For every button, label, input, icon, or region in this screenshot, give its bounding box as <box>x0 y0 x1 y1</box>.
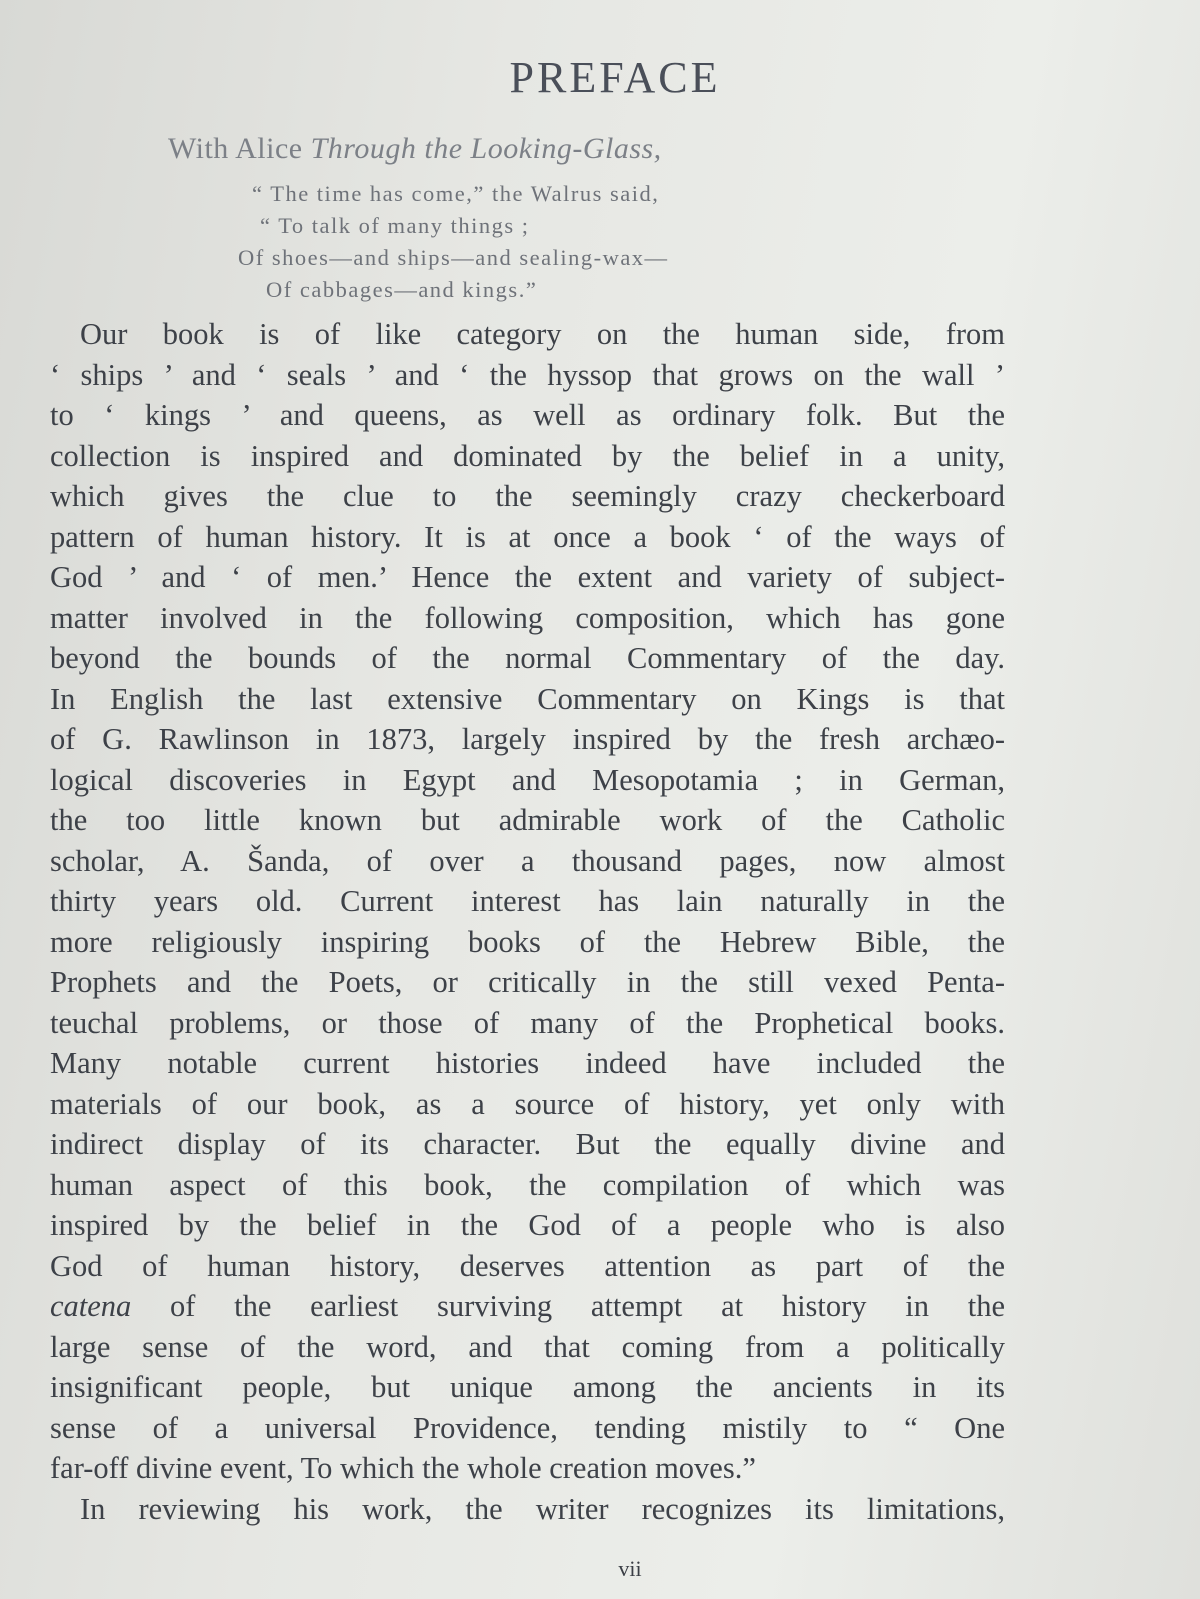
verse-line: “ The time has come,” the Walrus said, <box>252 181 660 206</box>
body-line: Prophets and the Poets, or critically in the still vexed Penta- <box>50 965 1005 999</box>
page-number: vii <box>618 1556 642 1581</box>
body-line: logical discoveries in Egypt and Mesopotamia ; in German, <box>50 762 1005 797</box>
page-title: PREFACE <box>509 53 721 102</box>
body-line: human aspect of this book, the compilation of which was <box>50 1167 1005 1202</box>
body-line: insignificant people, but unique among the ancients in its <box>50 1370 1005 1404</box>
preface-body <box>50 314 1005 1529</box>
body-line: thirty years old. Current interest has lain naturally in the <box>50 884 1005 918</box>
body-line: pattern of human history. It is at once a book ‘ of the ways of <box>50 519 1005 554</box>
body-line: collection is inspired and dominated by the belief in a unity, <box>50 438 1005 473</box>
body-line: inspired by the belief in the God of a people who is also <box>50 1208 1005 1242</box>
body-line: Many notable current histories indeed have included the <box>50 1046 1005 1080</box>
body-line: Our book is of like category on the human side, from <box>80 317 1005 351</box>
body-line: materials of our book, as a source of history, yet only with <box>50 1086 1005 1121</box>
body-line: teuchal problems, or those of many of the Prophetical books. <box>50 1005 1005 1040</box>
epigraph-intro-plain: With Alice <box>168 132 311 165</box>
verse-line: “ To talk of many things ; <box>260 213 530 238</box>
catena-word: catena <box>50 1289 132 1323</box>
epigraph-verse <box>232 178 669 306</box>
body-line: more religiously inspiring books of the Hebrew Bible, the <box>50 924 1005 959</box>
body-line: ‘ ships ’ and ‘ seals ’ and ‘ the hyssop that grows on the wall ’ <box>50 357 1005 392</box>
body-line: scholar, A. Šanda, of over a thousand pages, now almost <box>50 843 1005 878</box>
body-line: which gives the clue to the seemingly crazy checkerboard <box>50 479 1005 513</box>
body-line: far-off divine event, To which the whole creation moves.” <box>50 1451 756 1485</box>
body-line: the too little known but admirable work of the Catholic <box>50 803 1005 837</box>
body-line: indirect display of its character. But the equally divine and <box>50 1127 1005 1161</box>
catena-line-rest: of the earliest surviving attempt at history in the <box>170 1289 1005 1323</box>
body-line: of G. Rawlinson in 1873, largely inspired by the fresh archæo- <box>50 722 1005 756</box>
body-line: matter involved in the following composition, which has gone <box>50 600 1005 635</box>
body-line: God of human history, deserves attention as part of the <box>50 1248 1005 1283</box>
verse-line: Of cabbages—and kings.” <box>266 277 538 302</box>
verse-line: Of shoes—and ships—and sealing-wax— <box>238 245 669 270</box>
epigraph-intro-italic: Through the Looking-Glass, <box>310 132 662 165</box>
epigraph-intro <box>168 132 662 166</box>
body-line: In English the last extensive Commentary on Kings is that <box>50 681 1005 716</box>
body-line: to ‘ kings ’ and queens, as well as ordinary folk. But the <box>50 398 1005 432</box>
body-line: In reviewing his work, the writer recognizes its limitations, <box>80 1491 1005 1526</box>
body-line: beyond the bounds of the normal Commentary of the day. <box>50 641 1005 675</box>
body-line: God ’ and ‘ of men.’ Hence the extent and variety of subject- <box>50 560 1005 594</box>
body-line: sense of a universal Providence, tending mistily to “ One <box>50 1410 1005 1445</box>
body-line: large sense of the word, and that coming from a politically <box>50 1329 1005 1364</box>
body-line-catena <box>50 1286 1005 1327</box>
